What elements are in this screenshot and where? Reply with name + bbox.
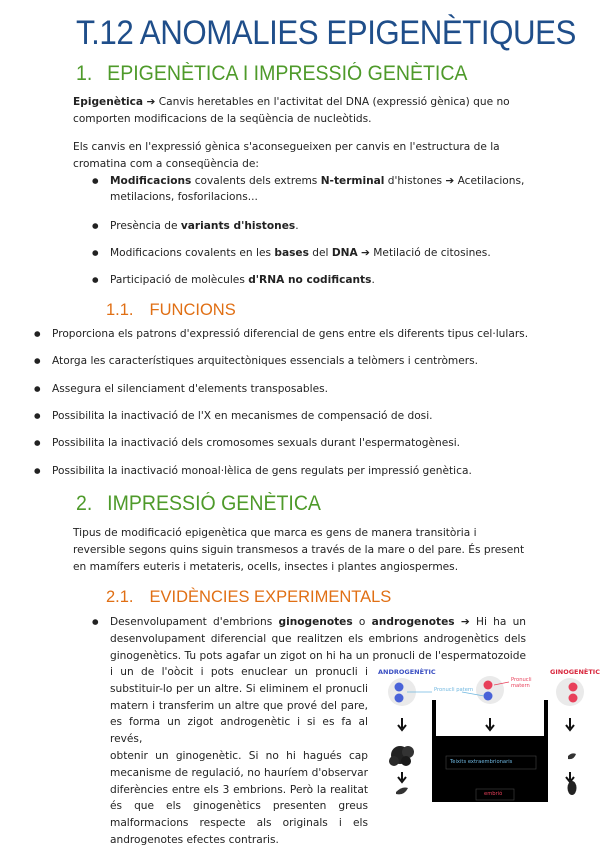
text: és que els ginogenètics presenten greus	[110, 800, 368, 813]
definition-paragraph	[73, 94, 527, 128]
down-arrow-icon	[566, 718, 574, 730]
paternal-pronucleus	[484, 692, 493, 701]
definition-text: Canvis heretables en l'activitat del DNA (expressió gènica) que no	[155, 96, 510, 108]
text: substituir-lo per un altre. Si eliminem el pronucli	[110, 682, 368, 695]
list-item	[110, 272, 528, 288]
intro-line-1: Els canvis en l'expressió gènica s'aconsegueixen per canvis en l'estructura de la	[73, 141, 500, 153]
text: covalents dels extrems	[191, 175, 321, 187]
bold-text: androgenotes	[371, 616, 455, 628]
list-item	[110, 218, 528, 234]
zygote-experiment-figure	[374, 660, 600, 810]
text: mecanisme de regulació, no hauríem d'observar	[110, 766, 368, 779]
bold-text: variants d'histones	[180, 220, 296, 232]
text: .	[371, 274, 375, 286]
text: reversible segons quins siguin transmesos a través de la mare o del pare. És present	[73, 544, 525, 556]
list-item: ● Possibilita la inactivació dels cromosomes sexuals durant l'espermatogènesi.	[52, 435, 552, 451]
section-title: EVIDÈNCIES EXPERIMENTALS	[149, 588, 392, 606]
text: diferències entre els 3 embrions. Però la realitat	[110, 783, 368, 796]
text: matern i transferim un altre que prové del pare,	[110, 699, 368, 712]
bold-text: DNA	[331, 247, 358, 259]
text: obtenir un ginogenètic. Si no hi hagués cap	[110, 749, 368, 762]
text: en mamífers euteris i metateris, ocells, insectes i plantes angiospermes.	[73, 561, 459, 573]
list-item	[110, 173, 528, 205]
text: Participació de molècules	[110, 274, 249, 286]
text: Desenvolupament d'embrions	[110, 616, 279, 628]
androgenetic-embryo-blob	[389, 746, 414, 766]
list-item	[110, 614, 526, 664]
list-item: ● Possibilita la inactivació de l'X en mecanismes de compensació de dosi.	[52, 408, 552, 424]
text: ➔ Metilació de citosines.	[357, 247, 491, 259]
list-item: ● Assegura el silenciament d'elements transposables.	[52, 381, 552, 397]
figure-graphics	[374, 660, 600, 810]
paternal-pronucleus	[395, 694, 404, 703]
list-item: ● Atorga les característiques arquitectòniques essencials a telòmers i centròmers.	[52, 353, 552, 369]
label-maternal-pronucleus: Pronucli matern	[511, 677, 532, 689]
text: Presència de	[110, 220, 181, 232]
bold-text: bases	[274, 247, 309, 259]
text: androgenotes efectes contraris.	[110, 833, 279, 846]
section-number: 1.	[76, 62, 93, 85]
text: desenvolupament diferencial que realitzen els embrions androgenètics dels	[110, 632, 526, 645]
list-item: ● Proporciona els patrons d'expressió diferencial de gens entre els diferents tipus cel·lulars.	[52, 326, 552, 342]
section-heading-2	[76, 492, 321, 516]
text: Modificacions covalents en les	[110, 247, 275, 259]
text: ➔ Hi ha un	[454, 616, 527, 628]
evidence-paragraph	[110, 664, 368, 849]
maternal-pronucleus	[569, 683, 578, 692]
text: del	[308, 247, 332, 259]
paternal-pronucleus	[395, 683, 404, 692]
text: ginogenètics. Tu pots agafar un zigot on hi ha un pronucli de l'espermatozoide	[110, 649, 526, 662]
term-epigenetica: Epigenètica	[73, 96, 144, 108]
text: .	[295, 220, 299, 232]
list-item: ● Possibilita la inactivació monoal·lèlica de gens regulats per impressió genètica.	[52, 463, 552, 479]
down-arrow-icon	[486, 718, 494, 730]
section-title: FUNCIONS	[149, 301, 236, 319]
definition-text-2: comporten modificacions de la seqüència de nucleòtids.	[73, 113, 372, 125]
maternal-pronucleus	[484, 681, 493, 690]
bold-text: N-terminal	[320, 175, 385, 187]
section-title: IMPRESSIÓ GENÈTICA	[107, 492, 321, 515]
text: es forma un zigot androgenètic i si es fa al revés,	[110, 716, 368, 746]
label-teixits: Teixits extraembrionaris	[450, 759, 513, 765]
ginogenetic-zygote	[556, 678, 584, 706]
subsection-heading-1-1	[106, 301, 236, 320]
bold-text: d'RNA no codificants	[248, 274, 372, 286]
intro-line-2: cromatina com a conseqüència de:	[73, 158, 259, 170]
text: metilacions, fosforilacions...	[110, 191, 258, 203]
down-arrow-icon	[398, 772, 406, 782]
text: malformacions respecte als originals i els	[110, 817, 368, 830]
bold-text: Modificacions	[110, 175, 192, 187]
section-number: 2.1.	[106, 588, 134, 606]
down-arrow-icon	[398, 718, 406, 730]
ginogenetic-embryo	[568, 781, 577, 795]
androgenetic-embryo-small	[396, 788, 408, 795]
section-heading-1	[76, 62, 467, 86]
intro-paragraph	[73, 139, 527, 173]
subsection-heading-2-1	[106, 588, 391, 607]
section-title: EPIGENÈTICA I IMPRESSIÓ GENÈTICA	[107, 62, 468, 85]
text: d'histones ➔ Acetilacions,	[384, 175, 525, 187]
maternal-pronucleus	[569, 694, 578, 703]
down-arrow-icon	[566, 772, 574, 782]
bold-text: ginogenotes	[278, 616, 353, 628]
impression-paragraph	[73, 525, 527, 576]
label-paternal-pronucleus: Pronucli patern	[434, 687, 474, 693]
label-embrio: embrió	[484, 791, 503, 797]
list-item	[110, 245, 528, 261]
section-number: 2.	[76, 492, 93, 515]
arrow: ➔	[146, 96, 156, 108]
ginogenetic-fragment	[568, 753, 576, 759]
page-title: T.12 ANOMALIES EPIGENÈTIQUES	[76, 14, 576, 52]
label-androgenetic: ANDROGENÈTIC	[378, 668, 436, 676]
text: o	[352, 616, 372, 628]
text: Tipus de modificació epigenètica que marca es gens de manera transitòria i	[73, 527, 477, 539]
text: i un de l'oòcit i pots enuclear un pronucli i	[110, 666, 368, 678]
label-ginogenetic: GINOGENÈTIC	[550, 668, 600, 676]
section-number: 1.1.	[106, 301, 134, 319]
